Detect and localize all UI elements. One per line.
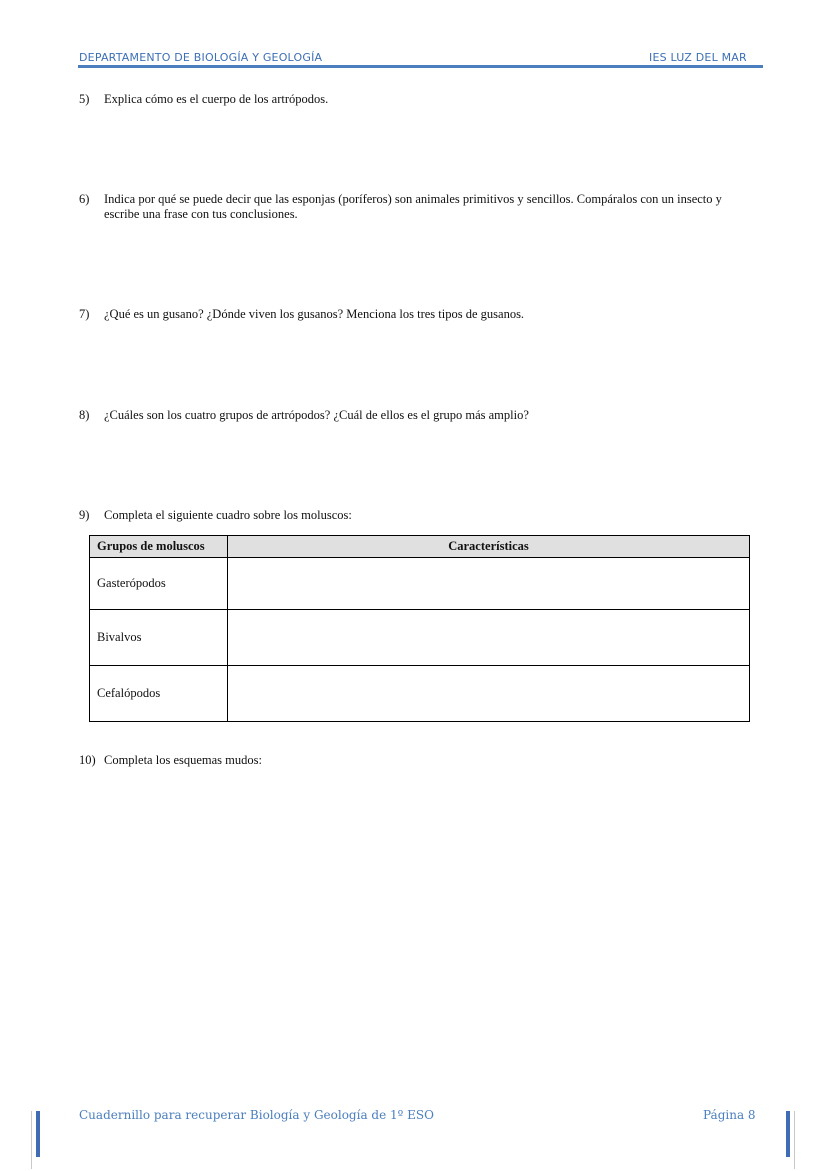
question-text: ¿Qué es un gusano? ¿Dónde viven los gusanos? Menciona los tres tipos de gusanos. xyxy=(104,307,525,321)
moluscos-table xyxy=(89,535,750,722)
question-8 xyxy=(79,408,759,423)
question-text: Completa el siguiente cuadro sobre los moluscos: xyxy=(104,508,352,522)
question-6 xyxy=(79,192,759,222)
footer-bar-shadow-left xyxy=(31,1111,32,1169)
header-school: IES LUZ DEL MAR xyxy=(649,51,747,64)
question-number: 5) xyxy=(79,92,90,106)
table-cell-answer[interactable] xyxy=(228,610,750,666)
table-header-row xyxy=(90,536,750,558)
footer-title: Cuadernillo para recuperar Biología y Geología de 1º ESO xyxy=(79,1108,434,1122)
table-cell-group: Gasterópodos xyxy=(90,558,228,610)
table-cell-group: Cefalópodos xyxy=(90,666,228,722)
question-text: ¿Cuáles son los cuatro grupos de artrópodos? ¿Cuál de ellos es el grupo más amplio? xyxy=(104,408,529,422)
question-number: 7) xyxy=(79,307,90,321)
table-cell-answer[interactable] xyxy=(228,558,750,610)
question-number: 9) xyxy=(79,508,90,522)
footer-bar-right xyxy=(786,1111,790,1157)
page-number: Página 8 xyxy=(703,1108,756,1122)
table-row xyxy=(90,558,750,610)
question-text: Explica cómo es el cuerpo de los artrópodos. xyxy=(104,92,329,106)
question-number: 6) xyxy=(79,192,90,206)
header-department: DEPARTAMENTO DE BIOLOGÍA Y GEOLOGÍA xyxy=(79,51,323,64)
question-number: 8) xyxy=(79,408,90,422)
table-header-features: Características xyxy=(228,536,750,558)
table-cell-group: Bivalvos xyxy=(90,610,228,666)
table-cell-answer[interactable] xyxy=(228,666,750,722)
footer-bar-left xyxy=(36,1111,40,1157)
table-row xyxy=(90,610,750,666)
question-10 xyxy=(79,753,759,768)
header-rule xyxy=(78,65,763,68)
table-row xyxy=(90,666,750,722)
question-9 xyxy=(79,508,759,523)
question-5 xyxy=(79,92,759,107)
question-text: Indica por qué se puede decir que las esponjas (poríferos) son animales primitivos y sencillos. Compáralos con un insecto y escribe una frase con tus conclusiones. xyxy=(104,192,722,221)
footer-bar-shadow-right xyxy=(794,1111,795,1169)
question-number: 10) xyxy=(79,753,96,767)
question-text: Completa los esquemas mudos: xyxy=(104,753,262,767)
table-header-groups: Grupos de moluscos xyxy=(90,536,228,558)
question-7 xyxy=(79,307,759,322)
